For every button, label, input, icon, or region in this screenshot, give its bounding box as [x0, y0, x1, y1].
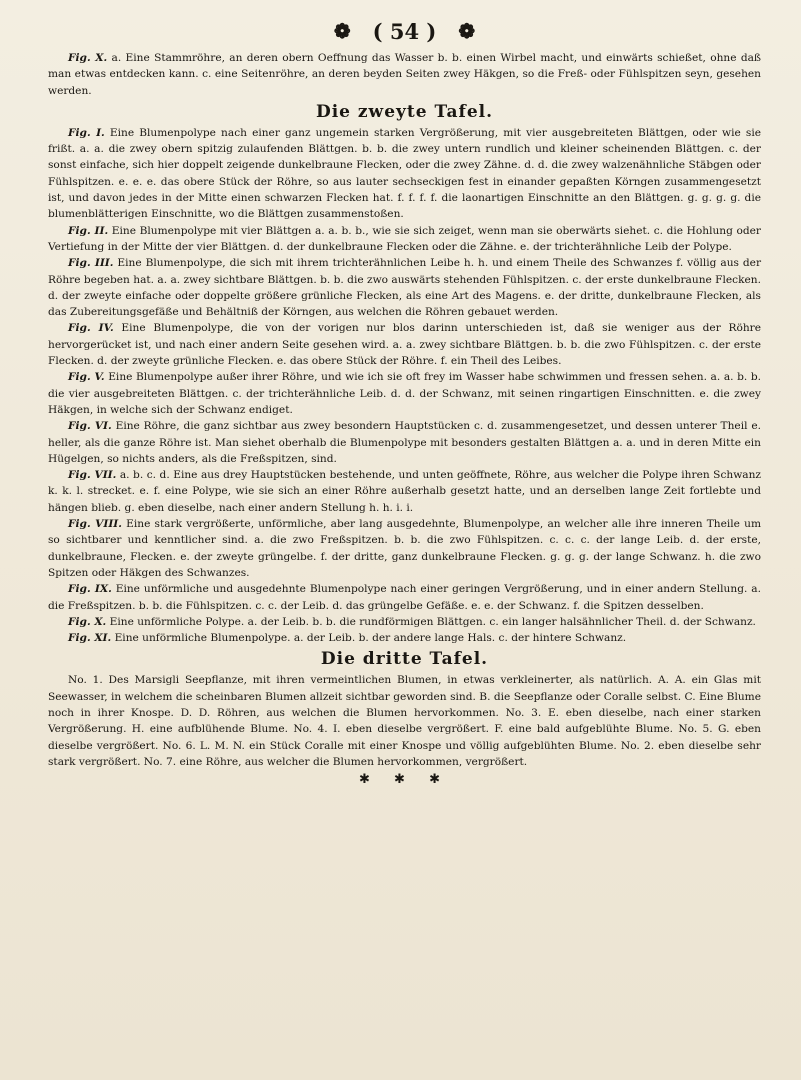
fig-label: Fig. I.: [68, 126, 105, 139]
fig-paragraph: [48, 418, 761, 467]
footer-stars-icon: ✱ ✱ ✱: [359, 772, 450, 788]
fig-label: Fig. X.: [68, 615, 107, 628]
fig-text: Eine Röhre, die ganz sichtbar aus zwey besondern Hauptstücken c. d. zusammengesetzet, und dessen unterer Theil e. heller, als die ganze Röhre ist. Man siehet oberhalb die Blumenpolype mit besonders gestalten Blättgen a. a. und in deren Mitte ein Hügelgen, so nichts anders, als die Freßspitzen, sind.: [48, 420, 761, 465]
fig-paragraph: [48, 369, 761, 418]
fig-paragraph: [48, 467, 761, 516]
fig-paragraph: [48, 614, 761, 630]
fig-text: Eine Blumenpolype, die sich mit ihrem trichterähnlichen Leibe h. h. und einem Theile des Schwanzes f. völlig aus der Röhre begeben hat. a. a. zwey sichtbare Blättgen. b. b. die zwo auswärts stehenden Fühlspitzen. c. der erste dunkelbraune Flecken. d. der zweyte einfache oder doppelte größere grünliche Flecken, als eine Art des Magens. e. der dritte, dunkelbraune Flecken, als das Zubereitungsgefäße und Behältniß der Körngen, aus welchen die Röhren gebauet werden.: [48, 257, 762, 319]
fig-label: Fig. II.: [68, 224, 109, 237]
fig-text: Eine stark vergrößerte, unförmliche, aber lang ausgedehnte, Blumenpolype, an welcher alle ihre inneren Theile um so sichtbarer und kenntlicher sind. a. die zwo Freßspitzen. b. b. die zwo Fühlspitzen. c. c. c. der lange Leib. d. der erste, dunkelbraune, Flecken. e. der zweyte grüngelbe. f. der dritte, ganz dunkelbraune Flecken. g. g. g. der lange Schwanz. h. die zwo Spitzen oder Häkgen des Schwanzes.: [48, 518, 762, 579]
fig-text: Eine unförmliche Polype. a. der Leib. b. b. die rundförmigen Blättgen. c. ein langer halsähnlicher Theil. d. der Schwanz.: [109, 615, 756, 628]
fig-text: Eine Blumenpolype, die von der vorigen nur blos darinn unterschieden ist, daß sie weniger aus der Röhre hervorgerücket ist, und nach einer andern Seite gesehen wird. a. a. zwey sichtbare Blättgen. b. b. die zwo Fühlspitzen. c. der erste Flecken. d. der zweyte grünliche Flecken. e. das obere Stück der Röhre. f. ein Theil des Leibes.: [48, 322, 761, 368]
fig-label: Fig. IX.: [68, 583, 112, 596]
plate-three-paragraph: No. 1. Des Marsigli Seepflanze, mit ihren vermeintlichen Blumen, in etwas verkleinerter, als natürlich. A. A. ein Glas mit Seewasser, in welchem die scheinbaren Blumen allzeit sichtbar geworden sind. B. die Seepflanze oder Coralle selbst. C. Eine Blume noch in ihrer Knospe. D. D. Röhren, aus welchen die Blumen hervorkommen. No. 3. E. eben dieselbe, nach einer starken Vergrößerung. H. eine aufblühende Blume. No. 4. I. eben dieselbe vergrößert. F. eine bald aufgeblühte Blume. No. 5. G. eben dieselbe vergrößert. No. 6. L. M. N. ein Stück Coralle mit einer Knospe und völlig aufgeblühten Blume. No. 2. eben dieselbe sehr stark vergrößert. No. 7. eine Röhre, aus welcher die Blumen hervorkommen, vergrößert.: [48, 674, 761, 768]
fig-label: Fig. IV.: [68, 322, 114, 335]
fig-paragraph: [48, 255, 761, 320]
fig-label: Fig. V.: [68, 371, 105, 384]
fig-paragraph: [48, 581, 761, 614]
page-number: ( 54 ): [372, 18, 437, 44]
fig-label: Fig. XI.: [68, 632, 112, 645]
fig-text: Eine Blumenpolype außer ihrer Röhre, und wie ich sie oft frey im Wasser habe schwimmen und fressen sehen. a. a. b. b. die vier ausgebreiteten Blättgen. c. der trichterähnliche Leib. d. d. der Schwanz, mit seinen ringartigen Einschnitten. e. die zwey Häkgen, in welche sich der Schwanz endiget.: [48, 371, 761, 416]
section-title-third-plate: Die dritte Tafel.: [320, 649, 489, 670]
fig-text: Eine Blumenpolype mit vier Blättgen a. a. b. b., wie sie sich zeiget, wenn man sie oberwärts siehet. c. die Hohlung oder Vertiefung in der Mitte der vier Blättgen. d. der dunkelbraune Flecken oder die Zähne. e. der trichterähnliche Leib der Polype.: [48, 224, 761, 253]
fig-label: Fig. VI.: [68, 420, 112, 433]
fig-label: Fig. III.: [68, 257, 114, 270]
fig-paragraph: [48, 516, 761, 581]
page-body: [48, 50, 761, 788]
fig-label: Fig. VII.: [68, 469, 117, 482]
flower-ornament-icon: ❁: [458, 19, 476, 43]
page-header: [48, 14, 761, 48]
fig-text: Eine unförmliche Blumenpolype. a. der Leib. b. der andere lange Hals. c. der hintere Schwanz.: [114, 632, 627, 645]
intro-paragraph: [48, 50, 761, 99]
fig-text: Eine unförmliche und ausgedehnte Blumenpolype nach einer geringen Vergrößerung, und in einer andern Stellung. a. die Freßspitzen. b. b. die Fühlspitzen. c. c. der Leib. d. das grüngelbe Gefäße. e. e. der Schwanz. f. die Spitzen desselben.: [48, 583, 761, 612]
fig-text: a. Eine Stammröhre, an deren obern Oeffnung das Wasser b. b. einen Wirbel macht, und einwärts schießet, ohne daß man etwas entdecken kann. c. eine Seitenröhre, an deren beyden Seiten zwey Häkgen, so die Freß- oder Fühlspitzen seyn, gesehen werden.: [48, 52, 762, 97]
fig-paragraph: [48, 223, 761, 256]
flower-ornament-icon: ❁: [333, 19, 351, 43]
fig-paragraph: [48, 125, 761, 223]
fig-label: Fig. X.: [68, 52, 108, 64]
section-title-second-plate: Die zweyte Tafel.: [315, 101, 494, 122]
fig-paragraph: [48, 320, 761, 369]
fig-paragraph: [48, 630, 761, 646]
fig-text: Eine Blumenpolype nach einer ganz ungemein starken Vergrößerung, mit vier ausgebreiteten Blättgen, oder wie sie frißt. a. a. die zwey obern spitzig zulaufenden Blättgen. b. b. die zwey untern rundlich und kleiner scheinenden Blättgen. c. der sonst einfache, sich hier doppelt zeigende dunkelbraune Flecken, oder die zwey Zähne. d. d. die zwey walzenähnliche Stäbgen oder Fühlspitzen. e. e. e. das obere Stück der Röhre, so aus lauter sechseckigen fest in einander gepaßten Körngen zusammengesetzt ist, und davon jedes in der Mitte einen schwarzen Flecken hat. f. f. f. f. die laonartigen Einschnitte an den Blättgen. g. g. g. g. die blumenblätterigen Einschnitte, wo die Blättgen zusammenstoßen.: [48, 126, 761, 221]
fig-text: a. b. c. d. Eine aus drey Hauptstücken bestehende, und unten geöffnete, Röhre, aus welcher die Polype ihren Schwanz k. k. l. strecket. e. f. eine Polype, wie sie sich an einer Röhre außerhalb gesetzt hatte, und an derselben lange Zeit fortlebte und hängen blieb. g. eben dieselbe, nach einer andern Stellung h. h. i. i.: [48, 469, 761, 514]
fig-label: Fig. VIII.: [68, 518, 122, 531]
